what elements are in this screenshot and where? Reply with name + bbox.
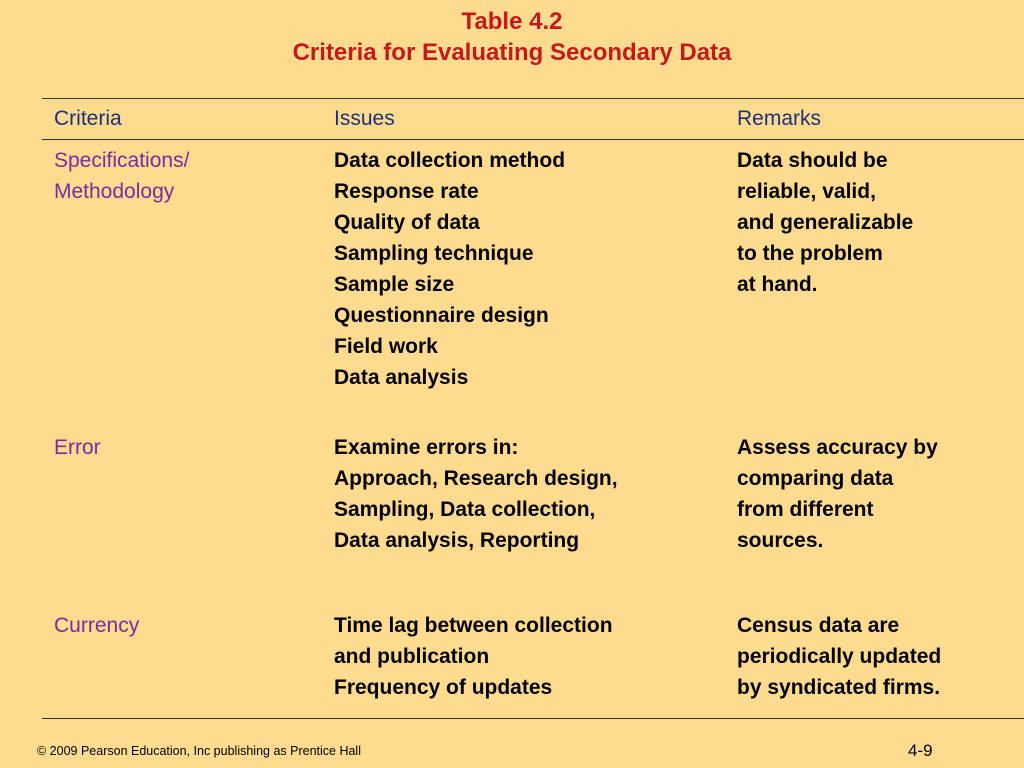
title-line-2: Criteria for Evaluating Secondary Data: [292, 39, 732, 66]
row-3-criteria: Currency: [54, 614, 140, 637]
row-1-issues: Data collection method Response rate Quality of data Sampling technique Sample size Questionnaire design Field work Data analysis: [334, 149, 566, 389]
row-2-criteria: Error: [54, 436, 101, 459]
row-2-remarks: Assess accuracy by comparing data from different sources.: [737, 436, 938, 552]
row-2-issues: Examine errors in: Approach, Research design, Sampling, Data collection, Data analysis, Reporting: [334, 436, 618, 552]
title-line-1: Table 4.2: [461, 8, 563, 35]
table-top-rule: [42, 98, 1024, 99]
row-3-remarks: Census data are periodically updated by syndicated firms.: [737, 614, 942, 699]
slide-title: [0, 6, 1024, 68]
row-3-issues: Time lag between collection and publication Frequency of updates: [334, 614, 613, 699]
page-number: 4-9: [908, 741, 933, 760]
header-remarks: Remarks: [737, 107, 822, 130]
copyright-text: © 2009 Pearson Education, Inc publishing as Prentice Hall: [37, 744, 361, 758]
header-bottom-rule: [42, 139, 1024, 140]
row-1-remarks: Data should be reliable, valid, and generalizable to the problem at hand.: [737, 149, 914, 296]
table-bottom-rule: [42, 718, 1024, 719]
row-1-criteria: Specifications/ Methodology: [54, 149, 190, 203]
header-criteria: Criteria: [54, 107, 122, 130]
header-issues: Issues: [334, 107, 395, 130]
